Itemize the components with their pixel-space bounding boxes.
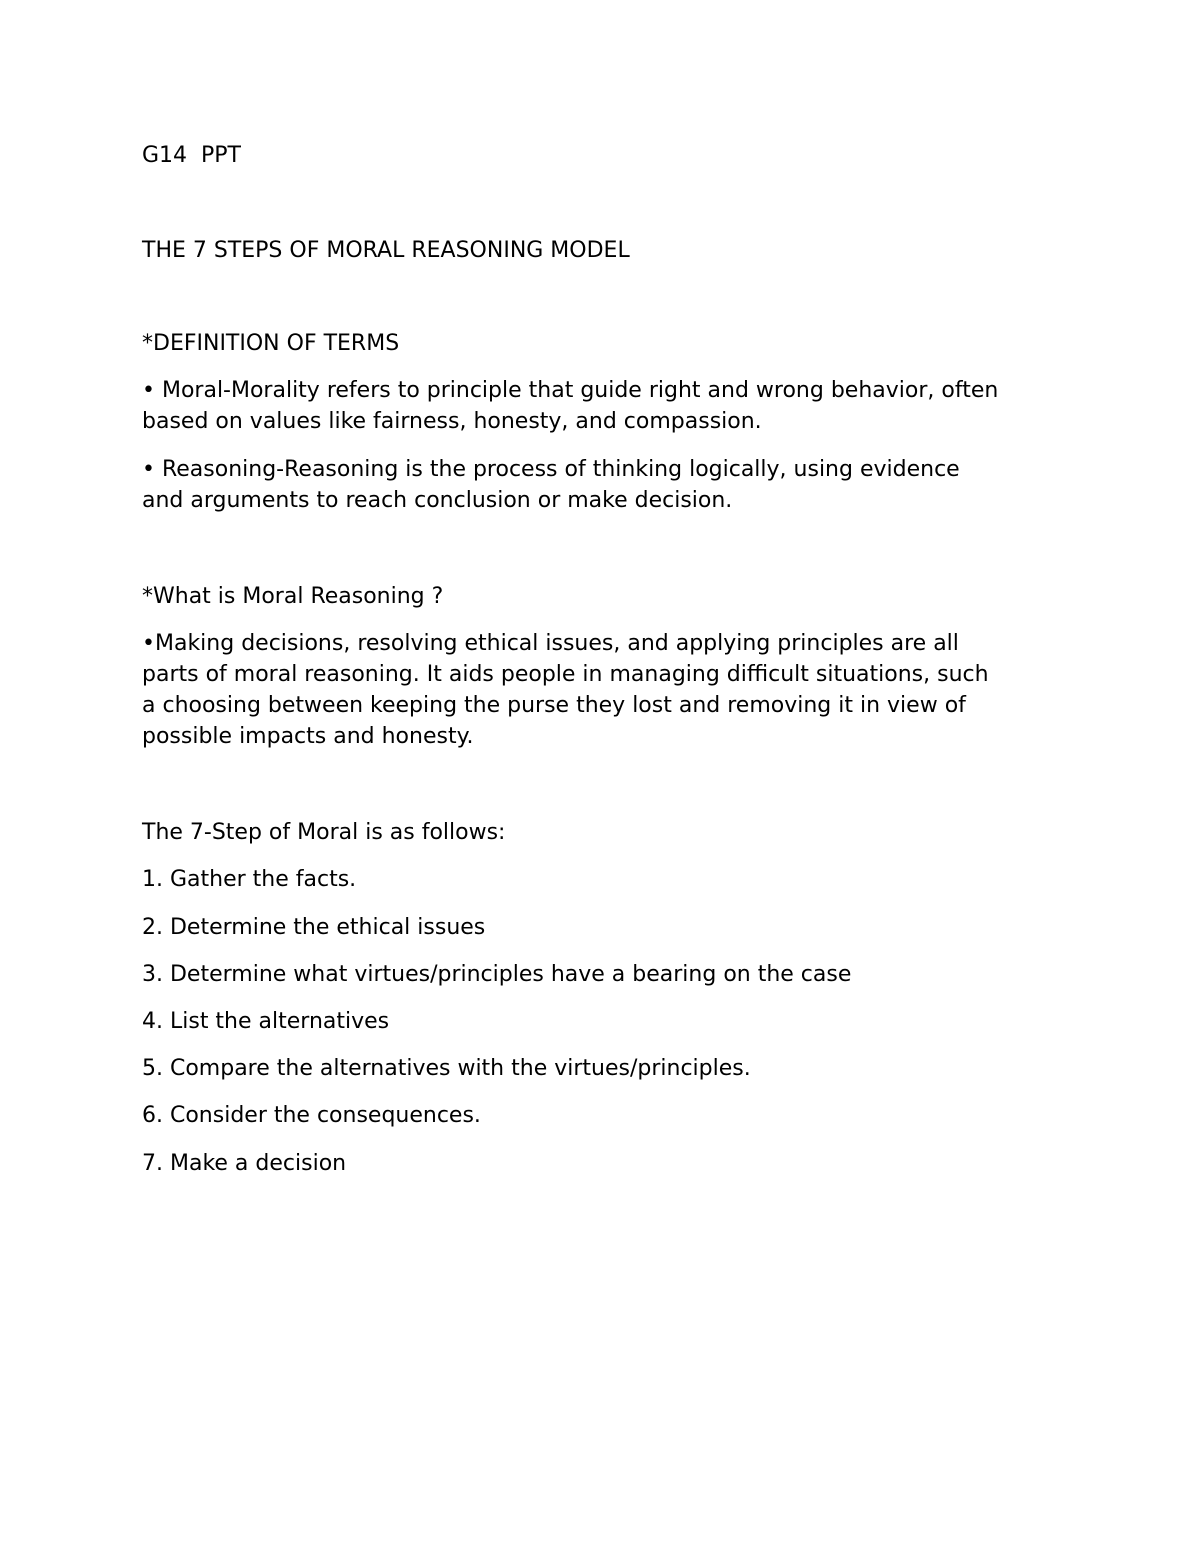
definition-line: • Reasoning-Reasoning is the process of thinking logically, using evidence (142, 457, 960, 482)
definition-line: • Moral-Morality refers to principle that guide right and wrong behavior, often (142, 378, 999, 403)
paragraph-line: •Making decisions, resolving ethical issues, and applying principles are all (142, 631, 959, 656)
step-item: 6. Consider the consequences. (142, 1103, 481, 1128)
what-is-heading: *What is Moral Reasoning ? (142, 584, 444, 609)
document-title: THE 7 STEPS OF MORAL REASONING MODEL (142, 238, 630, 263)
definition-moral (142, 375, 1072, 437)
what-is-paragraph (142, 628, 1072, 752)
step-item: 3. Determine what virtues/principles have a bearing on the case (142, 962, 852, 987)
document-code: G14 PPT (142, 143, 241, 168)
paragraph-line: parts of moral reasoning. It aids people in managing difficult situations, such (142, 662, 989, 687)
step-item: 7. Make a decision (142, 1151, 347, 1176)
step-item: 2. Determine the ethical issues (142, 915, 486, 940)
definitions-heading: *DEFINITION OF TERMS (142, 331, 400, 356)
steps-intro: The 7-Step of Moral is as follows: (142, 820, 506, 845)
definition-reasoning (142, 454, 1072, 516)
definition-line: and arguments to reach conclusion or make decision. (142, 488, 733, 513)
definition-line: based on values like fairness, honesty, and compassion. (142, 409, 762, 434)
paragraph-line: possible impacts and honesty. (142, 724, 474, 749)
step-item: 5. Compare the alternatives with the virtues/principles. (142, 1056, 751, 1081)
step-item: 4. List the alternatives (142, 1009, 390, 1034)
paragraph-line: a choosing between keeping the purse they lost and removing it in view of (142, 693, 966, 718)
step-item: 1. Gather the facts. (142, 867, 357, 892)
